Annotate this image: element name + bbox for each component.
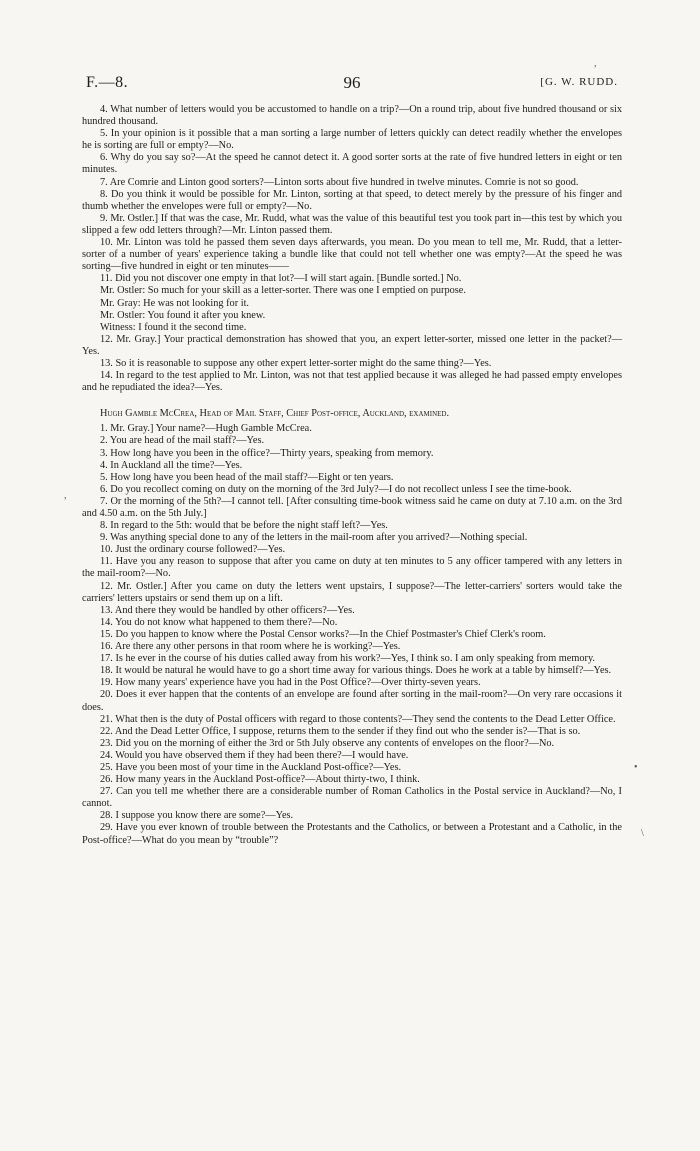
- margin-mark: \: [641, 828, 644, 839]
- testimony-paragraph: 8. Do you think it would be possible for Mr. Linton, sorting at that speed, to detect merely by the pressure of his finger and thumb whether the envelopes were full or empty?—No.: [82, 188, 622, 212]
- testimony-paragraph: 4. What number of letters would you be accustomed to handle on a trip?—On a round trip, about five hundred thousand or six hundred thousand.: [82, 104, 622, 128]
- testimony-paragraph: 2. You are head of the mail staff?—Yes.: [100, 435, 265, 447]
- testimony-paragraph: Mr. Gray: He was not looking for it.: [100, 297, 249, 309]
- page-header: [86, 74, 618, 94]
- testimony-paragraph: 19. How many years' experience have you had in the Post Office?—Over thirty-seven years.: [100, 677, 481, 689]
- document-reference: F.—8.: [86, 74, 129, 91]
- witness-running-head: [G. W. RUDD.: [540, 76, 618, 88]
- testimony-paragraph: 26. How many years in the Auckland Post-office?—About thirty-two, I think.: [100, 774, 420, 786]
- testimony-paragraph: 18. It would be natural he would have to go a short time away for various things. Does he work at a table by himself?—Yes.: [100, 665, 612, 677]
- page-number: 96: [343, 73, 361, 92]
- testimony-paragraph: 15. Do you happen to know where the Postal Censor works?—In the Chief Postmaster's Chief Clerk's room.: [100, 628, 546, 640]
- testimony-paragraph: 4. In Auckland all the time?—Yes.: [100, 459, 243, 471]
- testimony-paragraph: 9. Was anything special done to any of the letters in the mail-room after you arrived?—Nothing special.: [100, 532, 528, 544]
- testimony-paragraph: 1. Mr. Gray.] Your name?—Hugh Gamble McCrea.: [100, 423, 312, 435]
- testimony-paragraph: 12. Mr. Gray.] Your practical demonstration has showed that you, an expert letter-sorter, missed one letter in the packet?—Yes.: [82, 333, 622, 357]
- testimony-paragraph: 10. Mr. Linton was told he passed them seven days afterwards, you mean. Do you mean to tell me, Mr. Rudd, that a letter-sorter of a number of years' experience taking a bundle like that could not tell whether one was empty?—At the speed he was sorting—five hundred in eight or ten minutes——: [82, 237, 622, 273]
- testimony-paragraph: 11. Have you any reason to suppose that after you came on duty at ten minutes to 5 any officer tampered with any letters in the mail-room?—No.: [82, 556, 622, 580]
- testimony-paragraph: 8. In regard to the 5th: would that be before the night staff left?—Yes.: [100, 520, 388, 532]
- testimony-paragraph: 7. Or the morning of the 5th?—I cannot tell. [After consulting time-book witness said he came on duty at 7.10 a.m. on the 3rd and 4.50 a.m. on the 5th July.]: [82, 495, 622, 519]
- testimony-paragraph: Mr. Ostler: So much for your skill as a letter-sorter. There was one I emptied on purpose.: [100, 285, 466, 297]
- margin-mark: •: [634, 762, 638, 773]
- testimony-paragraph: 22. And the Dead Letter Office, I suppose, returns them to the sender if they find out who the sender is?—That is so.: [100, 725, 581, 737]
- testimony-paragraph: 17. Is he ever in the course of his duties called away from his work?—Yes, I think so. I am only speaking from memory.: [100, 653, 596, 665]
- testimony-paragraph: 25. Have you been most of your time in the Auckland Post-office?—Yes.: [100, 761, 402, 773]
- testimony-paragraph: 9. Mr. Ostler.] If that was the case, Mr. Rudd, what was the value of this beautiful test you took part in—this test by which you slipped a few odd letters through?—Mr. Linton passed them.: [82, 212, 622, 236]
- mccrea-testimony: [82, 423, 622, 846]
- testimony-paragraph: 14. In regard to the test applied to Mr. Linton, was not that test applied because it was alleged he had passed empty envelopes and he repudiated the idea?—Yes.: [82, 370, 622, 394]
- testimony-paragraph: 13. So it is reasonable to suppose any other expert letter-sorter might do the same thing?—Yes.: [100, 357, 492, 369]
- testimony-paragraph: 10. Just the ordinary course followed?—Yes.: [100, 544, 286, 556]
- testimony-body: [82, 104, 622, 847]
- testimony-paragraph: 5. In your opinion is it possible that a man sorting a large number of letters quickly can detect readily whether the envelopes he is sorting are full or empty?—No.: [82, 128, 622, 152]
- testimony-paragraph: 14. You do not know what happened to them there?—No.: [100, 616, 338, 628]
- testimony-paragraph: 28. I suppose you know there are some?—Yes.: [100, 810, 294, 822]
- margin-mark: ,: [594, 58, 597, 69]
- margin-mark: ,: [64, 490, 67, 501]
- testimony-paragraph: Mr. Ostler: You found it after you knew.: [100, 309, 266, 321]
- testimony-paragraph: Witness: I found it the second time.: [100, 321, 247, 333]
- testimony-paragraph: 6. Why do you say so?—At the speed he cannot detect it. A good sorter sorts at the rate of five hundred letters in eight or ten minutes.: [82, 152, 622, 176]
- testimony-paragraph: 12. Mr. Ostler.] After you came on duty the letters went upstairs, I suppose?—The letter-carriers' sorters would take the carriers' letters upstairs or send them up on a lift.: [82, 580, 622, 604]
- testimony-paragraph: 21. What then is the duty of Postal officers with regard to those contents?—They send the contents to the Dead Letter Office.: [100, 713, 616, 725]
- testimony-paragraph: 16. Are there any other persons in that room where he is working?—Yes.: [100, 641, 401, 653]
- rudd-testimony: [82, 104, 622, 394]
- testimony-paragraph: 13. And there they would be handled by other officers?—Yes.: [100, 604, 355, 616]
- testimony-paragraph: 5. How long have you been head of the mail staff?—Eight or ten years.: [100, 471, 394, 483]
- testimony-paragraph: 7. Are Comrie and Linton good sorters?—Linton sorts about five hundred in twelve minutes. Comrie is not so good.: [100, 176, 579, 188]
- testimony-paragraph: 29. Have you ever known of trouble between the Protestants and the Catholics, or between a Protestant and a Catholic, in the Post-office?—What do you mean by “trouble”?: [82, 822, 622, 846]
- witness-heading: Hugh Gamble McCrea, Head of Mail Staff, Chief Post-office, Auckland, examined.: [100, 408, 450, 420]
- testimony-paragraph: 24. Would you have observed them if they had been there?—I would have.: [100, 749, 409, 761]
- testimony-paragraph: 3. How long have you been in the office?—Thirty years, speaking from memory.: [100, 447, 434, 459]
- testimony-paragraph: 27. Can you tell me whether there are a considerable number of Roman Catholics in the Postal service in Auckland?—No, I cannot.: [82, 786, 622, 810]
- testimony-paragraph: 6. Do you recollect coming on duty on the morning of the 3rd July?—I do not recollect unless I see the time-book.: [100, 483, 572, 495]
- testimony-paragraph: 11. Did you not discover one empty in that lot?—I will start again. [Bundle sorted.] No.: [100, 273, 462, 285]
- testimony-paragraph: 23. Did you on the morning of either the 3rd or 5th July observe any contents of envelopes on the floor?—No.: [100, 737, 555, 749]
- testimony-paragraph: 20. Does it ever happen that the contents of an envelope are found after sorting in the mail-room?—On very rare occasions it does.: [82, 689, 622, 713]
